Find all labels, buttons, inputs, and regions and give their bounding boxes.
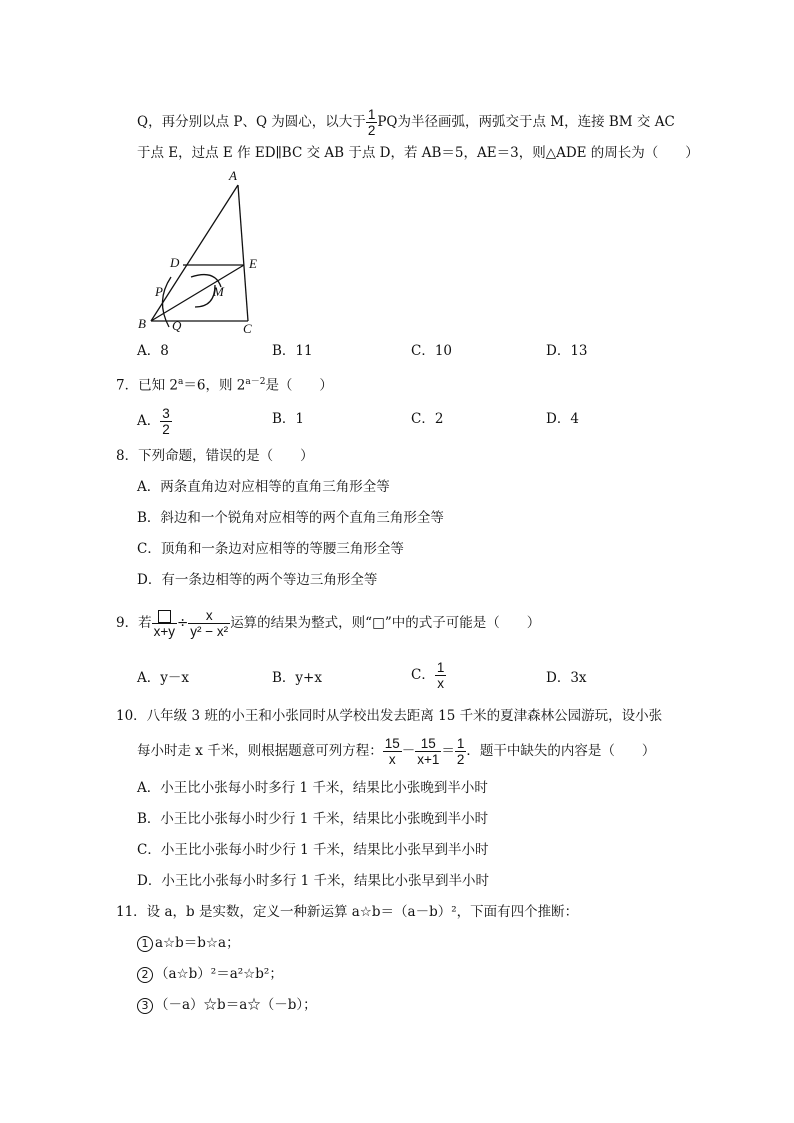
q7-exp-b: a－2 bbox=[245, 377, 266, 387]
q7-exp-a: a bbox=[177, 377, 184, 387]
q10-frac3-den: 2 bbox=[456, 752, 465, 767]
q8-option-d: D．有一条边相等的两个等边三角形全等 bbox=[137, 572, 378, 588]
q9-option-d: D．3x bbox=[546, 670, 587, 686]
q10-frac3-num: 1 bbox=[456, 736, 465, 751]
side-ab bbox=[151, 185, 238, 321]
q7-stem bbox=[116, 372, 333, 396]
q6-option-d: D．13 bbox=[546, 343, 588, 359]
q8-stem: 8．下列命题，错误的是（ ） bbox=[116, 448, 314, 464]
q6-option-a: A．8 bbox=[137, 343, 169, 359]
q9-frac1-num bbox=[152, 608, 177, 623]
q11-stem: 11．设 a，b 是实数，定义一种新运算 a☆b＝（a－b）²，下面有四个推断： bbox=[116, 904, 579, 920]
q9-text-a: 9．若 bbox=[116, 615, 152, 631]
q11-item-1-text: a☆b＝b☆a； bbox=[155, 935, 240, 951]
q10-equals: ＝ bbox=[441, 743, 455, 759]
q11-item-3-text: （－a）☆b＝a☆（－b）； bbox=[155, 997, 317, 1013]
q9-frac2-den: y² − x² bbox=[190, 624, 229, 639]
q10-fraction-3 bbox=[455, 736, 467, 767]
q8-option-c: C．顶角和一条边对应相等的等腰三角形全等 bbox=[137, 541, 404, 557]
blank-box-icon bbox=[158, 610, 171, 623]
q7-text-a: 7．已知 2 bbox=[116, 377, 178, 394]
q7-text-c: 是（ ） bbox=[265, 377, 333, 394]
q9-option-c-label: C． bbox=[411, 667, 435, 683]
q7-option-d: D．4 bbox=[546, 411, 579, 427]
q9-fraction-2 bbox=[188, 608, 230, 639]
q6-text-a: Q，再分别以点 P、Q 为圆心，以大于 bbox=[137, 114, 366, 130]
q7-option-b: B．1 bbox=[272, 411, 305, 427]
q10-frac2-num: 15 bbox=[420, 736, 436, 751]
q10-text-a: 每小时走 x 千米，则根据题意可列方程： bbox=[137, 743, 383, 759]
q6-fraction bbox=[366, 107, 378, 138]
q6-frac-num: 1 bbox=[367, 107, 376, 122]
q11-item-1 bbox=[137, 933, 240, 953]
q10-fraction-1 bbox=[383, 736, 402, 767]
q10-frac1-num: 15 bbox=[384, 736, 400, 751]
circled-number-icon: 2 bbox=[137, 967, 153, 983]
q7-option-a bbox=[137, 406, 172, 437]
q9-optc-num: 1 bbox=[436, 660, 445, 675]
q9-option-c-fraction bbox=[435, 660, 447, 691]
q6-option-c: C．10 bbox=[411, 343, 453, 359]
segment-be bbox=[151, 265, 244, 321]
q10-option-d: D．小王比小张每小时多行 1 千米，结果比小张早到半小时 bbox=[137, 873, 489, 889]
q10-frac2-den: x+1 bbox=[417, 752, 440, 767]
q10-minus: － bbox=[401, 743, 416, 759]
q10-frac1-den: x bbox=[383, 751, 402, 767]
q10-option-a: A．小王比小张每小时多行 1 千米，结果比小张晚到半小时 bbox=[137, 780, 488, 796]
q9-fraction-1 bbox=[152, 608, 177, 639]
q6-figure bbox=[135, 165, 275, 337]
q6-text-b: PQ为半径画弧，两弧交于点 M，连接 BM 交 AC bbox=[377, 114, 675, 130]
circled-number-icon: 3 bbox=[137, 998, 153, 1014]
q7-option-a-label: A． bbox=[137, 413, 161, 429]
side-ac bbox=[238, 185, 248, 321]
q7-frac-num: 3 bbox=[162, 406, 170, 421]
q9-option-c bbox=[411, 660, 446, 691]
q6-option-b: B．11 bbox=[272, 343, 313, 359]
q9-frac2-num: x bbox=[205, 608, 213, 623]
q6-line2: 于点 E，过点 E 作 ED∥BC 交 AB 于点 D，若 AB＝5，AE＝3，则△ADE 的周长为（ ） bbox=[137, 145, 699, 161]
label-e: E bbox=[249, 256, 257, 271]
q10-line2 bbox=[137, 736, 655, 767]
label-c: C bbox=[243, 321, 252, 336]
q9-text-b: 运算的结果为整式，则“□”中的式子可能是（ ） bbox=[230, 615, 541, 631]
label-d: D bbox=[170, 255, 180, 270]
q7-text-b: ＝6，则 2 bbox=[183, 377, 246, 394]
label-a: A bbox=[229, 168, 237, 183]
label-p: P bbox=[155, 284, 163, 299]
q11-item-3 bbox=[137, 995, 317, 1015]
q9-frac1-den: x+y bbox=[153, 624, 175, 639]
label-b: B bbox=[138, 316, 146, 331]
q9-option-a: A．y－x bbox=[137, 670, 189, 686]
q8-option-a: A．两条直角边对应相等的直角三角形全等 bbox=[137, 479, 390, 495]
q9-optc-den: x bbox=[435, 675, 447, 691]
q8-option-b: B．斜边和一个锐角对应相等的两个直角三角形全等 bbox=[137, 510, 444, 526]
circled-number-icon: 1 bbox=[137, 936, 153, 952]
q7-option-a-fraction bbox=[160, 406, 172, 437]
q9-divide: ÷ bbox=[176, 615, 189, 631]
q9-option-b: B．y+x bbox=[272, 670, 322, 686]
q9-stem bbox=[116, 608, 540, 639]
q10-fraction-2 bbox=[415, 736, 441, 767]
q10-line1: 10．八年级 3 班的小王和小张同时从学校出发去距离 15 千米的夏津森林公园游玩，设小张 bbox=[116, 708, 663, 724]
q11-item-2-text: （a☆b）²＝a²☆b²； bbox=[155, 966, 283, 982]
q11-item-2 bbox=[137, 964, 283, 984]
label-q: Q bbox=[172, 318, 182, 333]
label-m: M bbox=[213, 284, 224, 299]
q7-option-c: C．2 bbox=[411, 411, 444, 427]
q10-option-b: B．小王比小张每小时少行 1 千米，结果比小张晚到半小时 bbox=[137, 811, 489, 827]
q6-line1 bbox=[137, 107, 675, 138]
q10-text-b: ．题干中缺失的内容是（ ） bbox=[466, 743, 656, 759]
q6-frac-den: 2 bbox=[367, 123, 376, 138]
q7-frac-den: 2 bbox=[162, 422, 170, 437]
q10-option-c: C．小王比小张每小时少行 1 千米，结果比小张早到半小时 bbox=[137, 842, 489, 858]
